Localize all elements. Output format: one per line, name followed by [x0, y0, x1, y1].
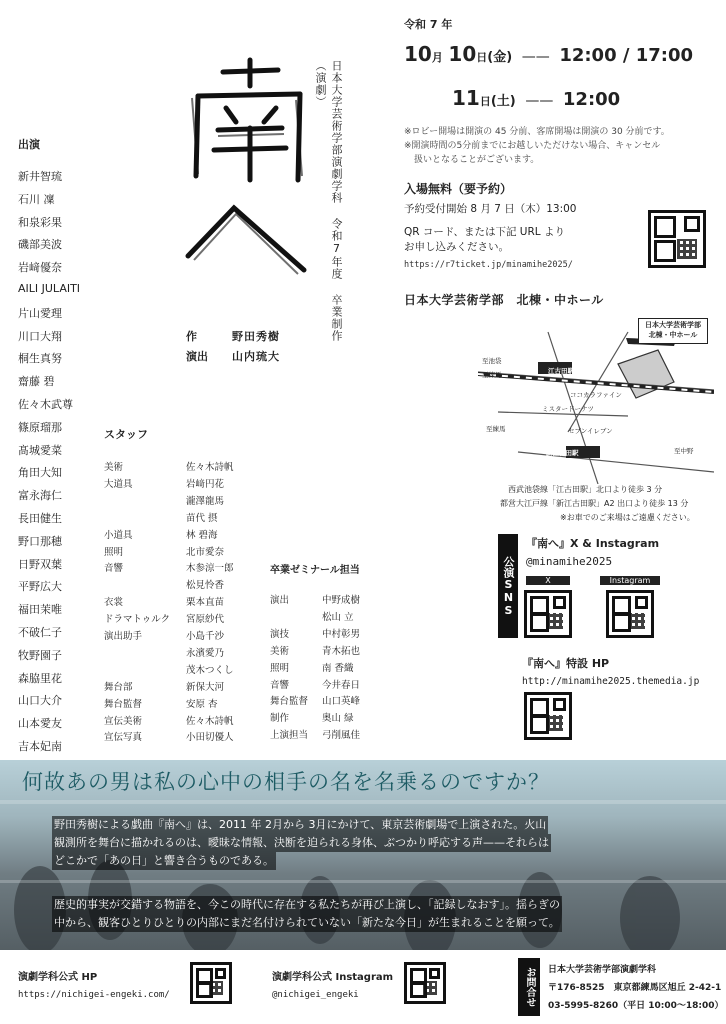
access-3: ※お車でのご来場はご遠慮ください。 — [560, 513, 695, 522]
cast-member: 齋藤 碧 — [18, 375, 55, 389]
staff-role: 舞台監督 — [104, 698, 143, 710]
cast-member: 福田茉唯 — [18, 603, 62, 617]
seminar-name: 南 香織 — [322, 662, 354, 674]
cast-member: 日野双葉 — [18, 557, 62, 571]
cast-member: 富永海仁 — [18, 489, 62, 503]
date-row-2 — [452, 86, 620, 110]
staff-name: 安原 杏 — [186, 698, 218, 710]
staff-name: 茂木つくし — [186, 664, 234, 676]
day2-day: 11 — [452, 86, 480, 110]
staff-name: 岩﨑円花 — [186, 478, 225, 490]
day2-times: 12:00 — [562, 89, 621, 110]
seminar-name: 松山 立 — [322, 611, 354, 623]
hp-title: 『南へ』特設 HP — [522, 657, 610, 670]
venue-name: 日本大学芸術学部 北棟・中ホール — [404, 293, 604, 307]
seminar-name: 中村彰男 — [322, 628, 361, 640]
vertical-production-title: 日本大学芸術学部演劇学科 令和7年度 卒業制作（演劇） — [314, 60, 343, 342]
sns-title: 『南へ』X & Instagram — [526, 537, 660, 550]
day1-times: 12:00 / 17:00 — [559, 45, 694, 66]
ticket-qr-text-2: お申し込みください。 — [404, 241, 509, 253]
staff-role: ドラマトゥルク — [104, 614, 171, 626]
hp-url[interactable]: http://minamihe2025.themedia.jp — [522, 676, 700, 687]
staff-name: 栗本直苗 — [186, 597, 225, 609]
schedule-note-1: ※ロビー開場は開演の 45 分前、客席開場は開演の 30 分前です。 — [404, 127, 670, 137]
day1-dash: —— — [521, 49, 550, 65]
schedule-note-3: 扱いとなることがございます。 — [414, 155, 540, 165]
hp-qr-code[interactable] — [524, 692, 572, 740]
x-qr-code[interactable] — [524, 590, 572, 638]
staff-name: 小田切優人 — [186, 732, 234, 744]
map-building-hall: 北棟・中ホール — [648, 330, 698, 339]
map-label: 至練馬 — [486, 425, 506, 433]
access-2: 都営大江戸線「新江古田駅」A2 出口より徒歩 13 分 — [500, 499, 689, 508]
staff-title: スタッフ — [104, 428, 148, 441]
day1-dow: (金) — [487, 50, 513, 65]
seminar-role: 演技 — [270, 628, 290, 640]
map-label: 至練馬 — [482, 371, 502, 379]
map-label: 至中野 — [674, 447, 694, 455]
cast-member: 新井智琉 — [18, 170, 62, 183]
cast-member: 石川 凜 — [18, 192, 55, 206]
staff-name: 北市愛奈 — [186, 546, 225, 558]
footer-hp-title: 演劇学科公式 HP — [18, 972, 98, 983]
banner-p2-line1: 歴史的事実が交錯する物語を、今この時代に存在する私たちが再び上演し、「記録しなおす」。揺らぎの — [52, 896, 562, 914]
footer-hp-url[interactable]: https://nichigei-engeki.com/ — [18, 990, 170, 1000]
banner-p2-line2: 中から、観客ひとりひとりの内部にまだ名付けられていない「新たな今日」が生まれることを願って。 — [52, 914, 562, 932]
ticket-qr-text-1: QR コード、または下記 URL より — [404, 226, 565, 238]
seminar-role: 演出 — [270, 595, 290, 606]
ticket-qr-code[interactable] — [648, 210, 706, 268]
seminar-name: 今井春日 — [322, 679, 361, 691]
staff-name: 林 碧海 — [186, 529, 218, 541]
map-label: ミスタードーナツ — [542, 405, 594, 413]
staff-name: 木参涼一郎 — [186, 563, 234, 575]
cast-member: 佐々木武尊 — [18, 398, 73, 411]
cast-member: 川口大翔 — [18, 329, 62, 343]
cast-member: 不破仁子 — [18, 626, 62, 639]
banner-p1-line2: 観測所を舞台に描かれるのは、曖昧な情報、決断を迫られる身体、ぶつかり呼応する声——それらは — [52, 834, 551, 852]
access-1: 西武池袋線「江古田駅」北口より徒歩 3 分 — [508, 485, 663, 494]
staff-role: 美術 — [104, 462, 124, 473]
cast-member: 磯部美波 — [18, 238, 62, 252]
cast-member: 髙城愛菜 — [18, 443, 62, 457]
day1-month-unit: 月 — [431, 51, 443, 64]
banner-paragraph-2 — [52, 896, 702, 932]
contact-vertical-label: お問合せ — [518, 958, 540, 1016]
staff-role: 音響 — [104, 563, 124, 575]
cast-member: 牧野園子 — [18, 648, 62, 662]
director-label: 演出 — [186, 350, 208, 363]
staff-role: 小道具 — [104, 529, 133, 541]
cast-member: 桐生真努 — [18, 352, 62, 366]
seminar-name: 山口英峰 — [322, 696, 361, 708]
banner — [0, 760, 726, 950]
footer-hp-qr-code[interactable] — [190, 962, 232, 1004]
x-label: X — [526, 576, 570, 585]
banner-p1-line3: どこかで「あの日」と響き合うものである。 — [52, 852, 276, 870]
sns-vertical-label: 公演SNS — [498, 534, 518, 638]
map-label: 至池袋 — [482, 357, 502, 365]
map-label: ココカラファイン — [570, 391, 622, 399]
instagram-qr-code[interactable] — [606, 590, 654, 638]
ticket-headline: 入場無料（要予約） — [404, 182, 513, 196]
cast-member: 野口那穂 — [18, 534, 62, 548]
seminar-role: 音響 — [270, 679, 290, 691]
day1-month: 10 — [404, 42, 432, 66]
cast-member: AILI JULAITI — [18, 282, 81, 295]
banner-p1-line1: 野田秀樹による戯曲『南へ』は、2011 年 2月から 3月にかけて、東京芸術劇場で上演された。火山 — [52, 816, 548, 834]
map-label: セブンイレブン — [568, 427, 613, 435]
seminar-role: 照明 — [270, 662, 290, 674]
contact-org: 日本大学芸術学部演劇学科 — [548, 965, 657, 975]
cast-member: 山口大介 — [18, 694, 62, 708]
cast-member: 森脇里花 — [18, 671, 62, 685]
staff-role: 大道具 — [104, 478, 133, 490]
staff-name: 瀧澤龍馬 — [186, 495, 225, 507]
staff-role: 舞台部 — [104, 681, 133, 693]
staff-name: 永濱愛乃 — [186, 647, 225, 659]
cast-member: 篠原瑠那 — [18, 420, 62, 434]
seminar-name: 中野成樹 — [322, 595, 361, 606]
staff-role: 宣伝美術 — [104, 715, 143, 727]
schedule-note-2: ※開演時間の5分前までにお越しいただけない場合、キャンセル — [404, 141, 661, 151]
footer-ig-title: 演劇学科公式 Instagram — [272, 972, 394, 983]
seminar-name: 青木拓也 — [322, 645, 361, 657]
banner-paragraph-1 — [52, 816, 702, 870]
banner-headline: 何故あの男は私の心中の相手の名を名乗るのですか？ — [22, 770, 550, 794]
staff-name: 宮原紗代 — [186, 614, 225, 626]
day1-day-unit: 日 — [476, 51, 488, 64]
director-name: 山内琉大 — [232, 350, 280, 363]
author-label: 作 — [186, 330, 197, 343]
day2-dash: —— — [525, 93, 554, 109]
cast-member: 山本愛友 — [18, 717, 62, 731]
day2-dow: (土) — [490, 94, 516, 109]
seminar-role: 美術 — [270, 645, 290, 657]
staff-name: 苗代 摂 — [186, 512, 218, 524]
footer-ig-handle[interactable]: @nichigei_engeki — [272, 990, 359, 1000]
staff-name: 新保大河 — [186, 681, 225, 693]
map-building-name: 日本大学芸術学部 — [645, 321, 701, 329]
map-label: 江古田駅 — [548, 367, 574, 375]
seminar-role: 舞台監督 — [270, 696, 309, 708]
map-label: 新江古田駅 — [546, 449, 579, 457]
contact-phone[interactable]: 03-5995-8260（平日 10:00〜18:00） — [548, 1001, 724, 1011]
staff-role: 演出助手 — [104, 631, 143, 642]
cast-member: 吉本妃南 — [18, 740, 62, 753]
era-label: 令和 7 年 — [404, 18, 453, 31]
staff-name: 佐々木詩帆 — [186, 462, 234, 473]
title-logo-graphic — [178, 56, 318, 286]
seminar-name: 弓削風佳 — [322, 730, 361, 742]
seminar-role: 制作 — [270, 713, 290, 725]
ticket-reserve: 予約受付開始 8 月 7 日（木）13:00 — [404, 203, 577, 215]
day1-day: 10 — [448, 42, 477, 66]
cast-member: 長田健生 — [18, 512, 62, 525]
contact-address: 〒176-8525 東京都練馬区旭丘 2-42-1 — [548, 983, 722, 993]
staff-role: 宣伝写真 — [104, 732, 143, 744]
map-building-label — [638, 318, 708, 344]
staff-name: 小島千沙 — [186, 631, 225, 642]
date-row-1 — [404, 42, 693, 66]
seminar-name: 奥山 緑 — [322, 713, 354, 725]
seminar-title: 卒業ゼミナール担当 — [270, 565, 360, 576]
ticket-url[interactable]: https://r7ticket.jp/minamihe2025/ — [404, 260, 573, 270]
cast-member: 片山愛理 — [18, 306, 62, 320]
day2-day-unit: 日 — [479, 95, 491, 108]
staff-name: 松見怜香 — [186, 580, 225, 592]
staff-role: 照明 — [104, 546, 124, 558]
title-logo — [178, 56, 318, 286]
cast-member: 角田大知 — [18, 466, 62, 480]
author-name: 野田秀樹 — [232, 330, 280, 343]
cast-member: 岩﨑優奈 — [18, 261, 62, 275]
sns-handle[interactable]: @minamihe2025 — [526, 555, 613, 568]
cast-title: 出演 — [18, 138, 40, 151]
staff-role: 衣裳 — [104, 597, 124, 609]
cast-member: 平野広大 — [18, 580, 62, 594]
instagram-label: Instagram — [600, 576, 660, 585]
cast-member: 和泉彩果 — [18, 215, 62, 229]
staff-name: 佐々木詩帆 — [186, 715, 234, 727]
seminar-role: 上演担当 — [270, 730, 309, 742]
footer-ig-qr-code[interactable] — [404, 962, 446, 1004]
